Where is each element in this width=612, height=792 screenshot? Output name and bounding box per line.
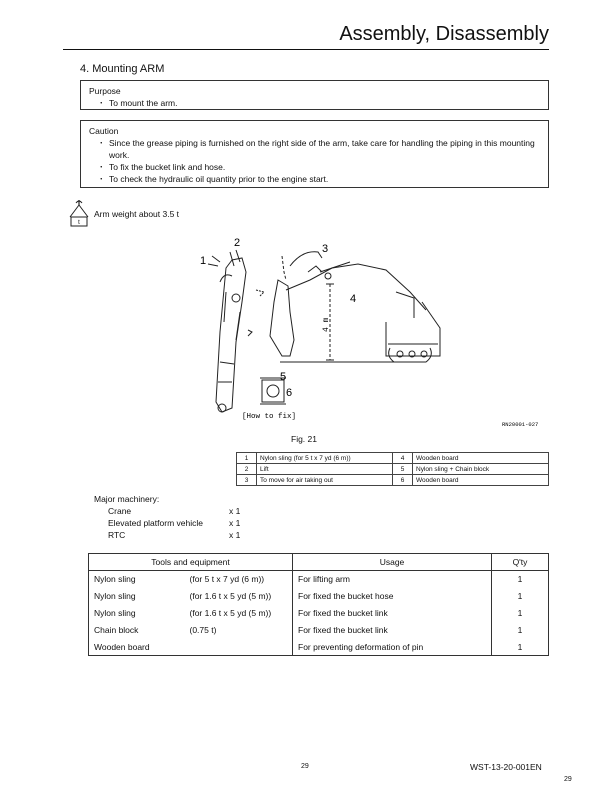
- machinery-qty: x 1: [229, 530, 241, 540]
- qty-header: Q'ty: [492, 554, 549, 571]
- tool-usage: For preventing deformation of pin: [293, 639, 492, 656]
- callout-1: 1: [200, 255, 207, 267]
- caution-title: Caution: [89, 126, 119, 136]
- tool-spec: (0.75 t): [189, 625, 217, 635]
- figure-code: RN20001-027: [502, 421, 539, 428]
- list-item: [94, 529, 240, 541]
- list-item: [94, 505, 240, 517]
- purpose-box: [80, 80, 549, 110]
- arm-mounting-figure: [190, 232, 550, 432]
- legend-num: 1: [237, 453, 257, 464]
- weight-icon-label: t: [78, 220, 80, 226]
- callout-5: 5: [280, 371, 287, 383]
- usage-header: Usage: [293, 554, 492, 571]
- section-heading: 4. Mounting ARM: [80, 63, 165, 75]
- tool-name: Chain block: [89, 622, 185, 639]
- bullet-mark: ・: [97, 138, 106, 148]
- header-title: Assembly, Disassembly: [339, 23, 549, 45]
- tool-usage: For lifting arm: [293, 571, 492, 588]
- tools-header: Tools and equipment: [89, 554, 293, 571]
- tool-spec: (for 1.6 t x 5 yd (5 m)): [189, 608, 272, 618]
- purpose-item: [89, 97, 540, 109]
- tool-name: Nylon sling: [89, 571, 185, 588]
- tool-qty: 1: [492, 588, 549, 605]
- tool-qty: 1: [492, 605, 549, 622]
- legend-label: Wooden board: [413, 475, 549, 486]
- legend-num: 2: [237, 464, 257, 475]
- machinery-title: Major machinery:: [94, 494, 160, 504]
- crane-lift-drawing: [270, 252, 440, 362]
- tool-qty: 1: [492, 622, 549, 639]
- tool-qty: 1: [492, 571, 549, 588]
- table-row: [89, 639, 549, 656]
- callout-4: 4: [350, 293, 357, 305]
- page-number: 29: [301, 763, 309, 770]
- header-rule: [63, 49, 549, 50]
- table-row: [89, 622, 549, 639]
- caution-item-text: Since the grease piping is furnished on the right side of the arm, take care for handling the piping in this mounting work.: [109, 138, 535, 160]
- arm-sling-drawing: [208, 250, 264, 412]
- table-row: [237, 464, 549, 475]
- legend-num: 3: [237, 475, 257, 486]
- tool-spec: (for 5 t x 7 yd (6 m)): [189, 574, 265, 585]
- bullet-mark: ・: [97, 174, 106, 184]
- tool-usage: For fixed the bucket link: [293, 622, 492, 639]
- table-row: [237, 453, 549, 464]
- table-row: [89, 571, 549, 588]
- tool-name: Nylon sling: [89, 605, 185, 622]
- legend-num: 6: [393, 475, 413, 486]
- tool-usage: For fixed the bucket hose: [293, 588, 492, 605]
- caution-item: [89, 137, 540, 161]
- legend-num: 4: [393, 453, 413, 464]
- machinery-qty: x 1: [229, 506, 241, 516]
- tool-spec: [185, 639, 293, 656]
- table-row: [237, 475, 549, 486]
- weight-text: Arm weight about 3.5 t: [94, 209, 180, 219]
- dimension-label: 4 m: [322, 317, 331, 332]
- purpose-title: Purpose: [89, 86, 121, 96]
- legend-label: Lift: [257, 464, 393, 475]
- legend-label: Wooden board: [413, 453, 549, 464]
- legend-label: Nylon sling + Chain block: [413, 464, 549, 475]
- list-item: [94, 517, 240, 529]
- tools-table: [88, 553, 549, 656]
- bullet-mark: ・: [97, 162, 106, 172]
- callout-6: 6: [286, 387, 293, 399]
- caution-item: [89, 173, 540, 185]
- table-row: [89, 605, 549, 622]
- table-row: [89, 588, 549, 605]
- tool-spec: (for 1.6 t x 5 yd (5 m)): [189, 591, 272, 601]
- table-header-row: [89, 554, 549, 571]
- how-to-fix-label: [How to fix]: [242, 413, 297, 421]
- tool-name: Wooden board: [89, 639, 185, 656]
- caution-item: [89, 161, 540, 173]
- legend-label: Nylon sling (for 5 t x 7 yd (6 m)): [257, 453, 393, 464]
- purpose-item-text: To mount the arm.: [109, 98, 178, 108]
- corner-page-number: 29: [564, 776, 572, 783]
- tool-qty: 1: [492, 639, 549, 656]
- figure-caption: Fig. 21: [291, 434, 317, 444]
- callout-3: 3: [322, 243, 329, 255]
- machinery-list: [94, 493, 240, 541]
- machinery-name: Crane: [108, 506, 132, 516]
- caution-item-text: To check the hydraulic oil quantity prior to the engine start.: [109, 174, 329, 184]
- doc-code: WST-13-20-001EN: [470, 762, 542, 772]
- tool-name: Nylon sling: [89, 588, 185, 605]
- machinery-name: RTC: [108, 530, 126, 540]
- legend-table: [236, 452, 549, 486]
- caution-item-text: To fix the bucket link and hose.: [109, 162, 226, 172]
- caution-box: [80, 120, 549, 188]
- legend-num: 5: [393, 464, 413, 475]
- weight-icon: [68, 199, 90, 227]
- legend-label: To move for air taking out: [257, 475, 393, 486]
- machinery-qty: x 1: [229, 518, 241, 528]
- callout-2: 2: [234, 237, 241, 249]
- machinery-name: Elevated platform vehicle: [108, 518, 203, 528]
- tool-usage: For fixed the bucket link: [293, 605, 492, 622]
- bullet-mark: ・: [97, 98, 106, 108]
